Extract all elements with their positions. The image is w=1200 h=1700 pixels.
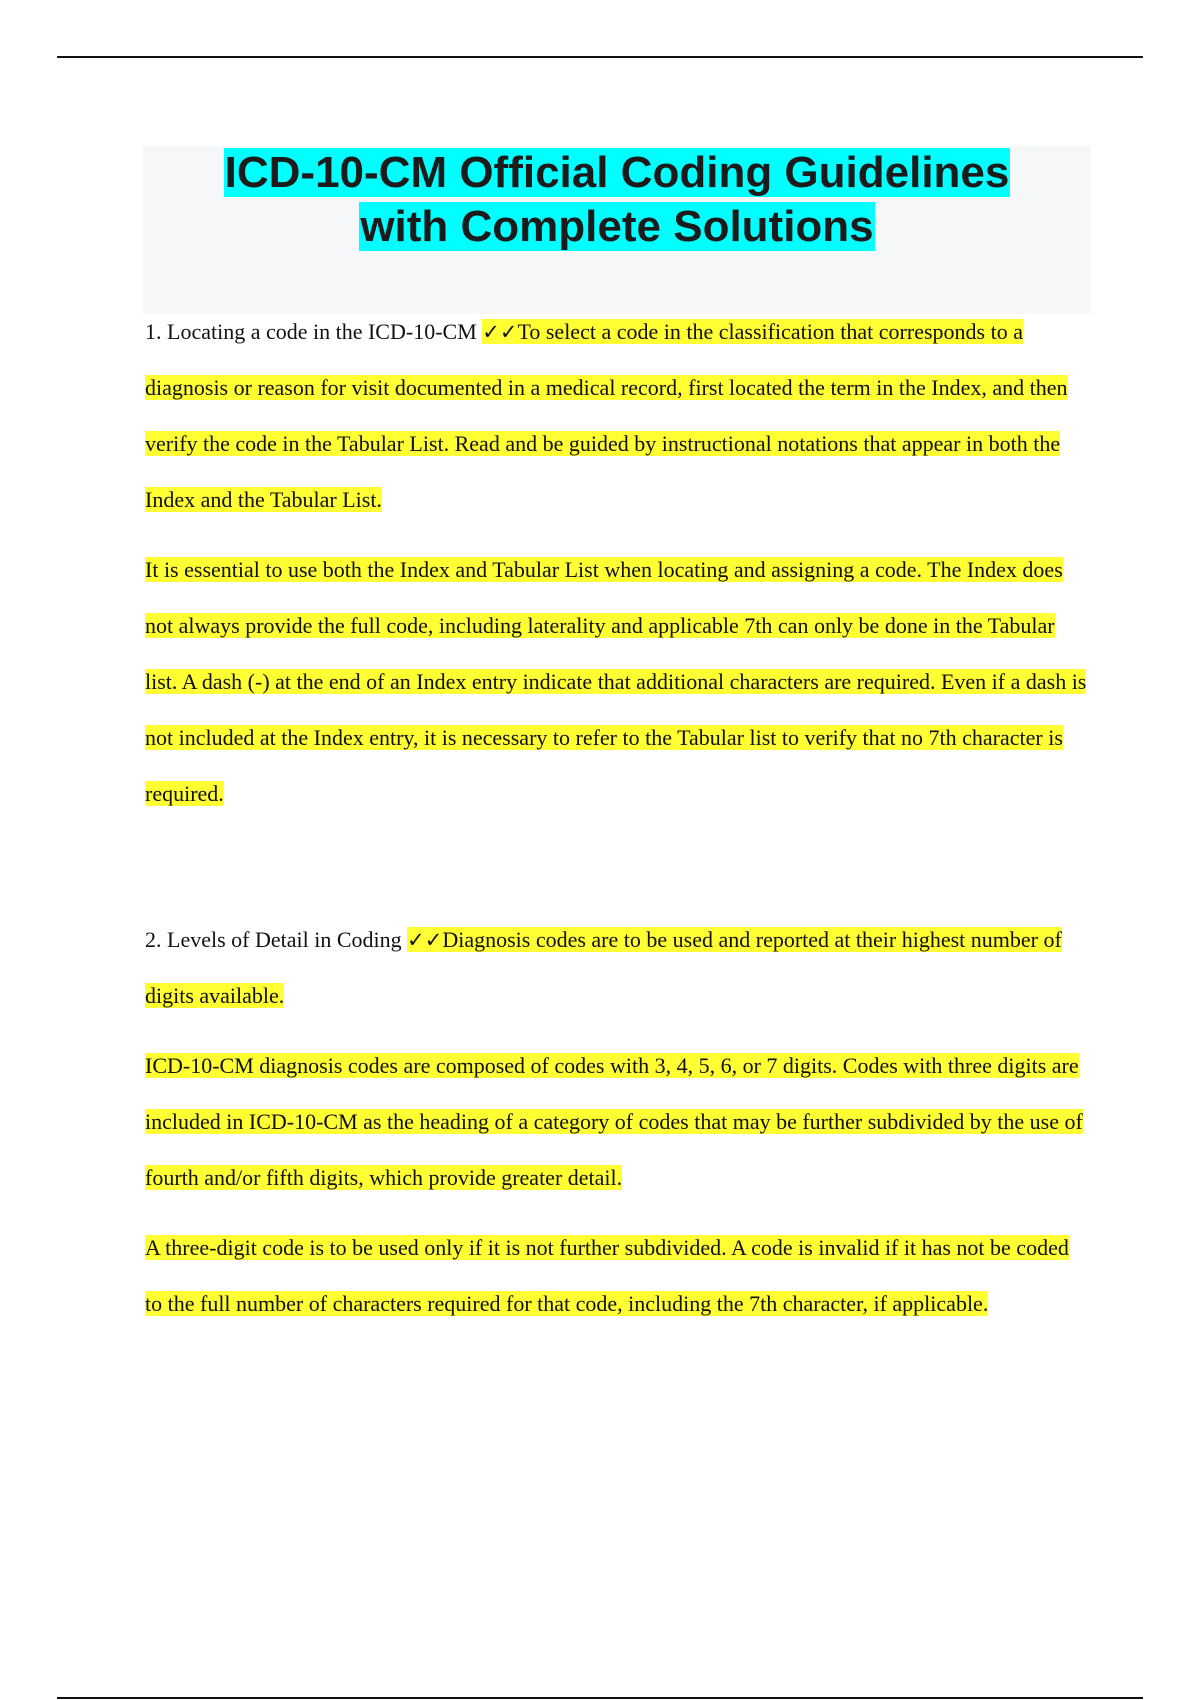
question-1-block: [145, 304, 1090, 528]
question-2-answer-text: Diagnosis codes are to be used and reported at their highest number of digits available.: [145, 927, 1062, 1008]
question-1-answer: [145, 319, 1068, 512]
bottom-rule: [57, 1697, 1143, 1699]
question-2-paragraph-2: [145, 1038, 1090, 1206]
question-1-answer-paragraph-2: It is essential to use both the Index and Tabular List when locating and assigning a code. The Index does not always provide the full code, including laterality and applicable 7th can only be done in the Tabular list. A dash (-) at the end of an Index entry indicate that additional characters are required. Even if a dash is not included at the Index entry, it is necessary to refer to the Tabular list to verify that no 7th character is required.: [145, 557, 1087, 806]
question-2-answer-paragraph-2: ICD-10-CM diagnosis codes are composed of codes with 3, 4, 5, 6, or 7 digits. Codes with three digits are included in ICD-10-CM as the heading of a category of codes that may be further subdivided by the use of fourth and/or fifth digits, which provide greater detail.: [145, 1053, 1083, 1190]
question-2-block: [145, 912, 1090, 1024]
question-1-answer-text: To select a code in the classification that corresponds to a diagnosis or reason for visit documented in a medical record, first located the term in the Index, and then verify the code in the Tabular List. Read and be guided by instructional notations that appear in both the Index and the Tabular List.: [145, 319, 1068, 512]
top-rule: [57, 56, 1143, 58]
page-title: [143, 146, 1091, 254]
title-line-2: with Complete Solutions: [360, 202, 874, 251]
checkmark-icon: ✓✓: [482, 320, 518, 344]
question-1-paragraph-2: [145, 542, 1090, 822]
document-body: [145, 304, 1090, 1332]
title-line-1: ICD-10-CM Official Coding Guidelines: [224, 148, 1010, 197]
question-2-paragraph-3: [145, 1220, 1090, 1332]
question-1-text: 1. Locating a code in the ICD-10-CM: [145, 319, 477, 344]
question-2-answer-paragraph-3: A three-digit code is to be used only if it is not further subdivided. A code is invalid if it has not be coded to the full number of characters required for that code, including the 7th character, if applicable.: [145, 1235, 1069, 1316]
question-2-text: 2. Levels of Detail in Coding: [145, 927, 402, 952]
checkmark-icon: ✓✓: [407, 928, 443, 952]
